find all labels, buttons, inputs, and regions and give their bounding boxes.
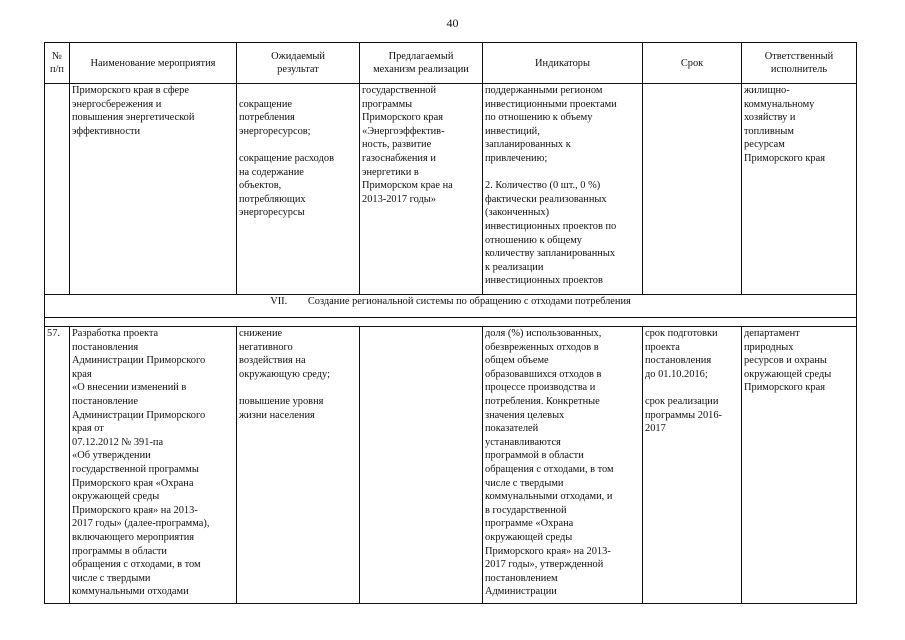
header-num: № п/п	[45, 43, 70, 84]
header-indicators: Индикаторы	[483, 43, 643, 84]
table-row	[45, 327, 857, 604]
cell-mechanism	[360, 327, 483, 604]
header-name: Наименование мероприятия	[70, 43, 237, 84]
cell-responsible: жилищно- коммунальному хозяйству и топливным ресурсам Приморского края	[742, 84, 857, 295]
measures-table	[44, 42, 857, 604]
cell-mechanism: государственной программы Приморского края «Энергоэффектив- ность, развитие газоснабжения и энергетики в Приморском крае на 2013-2017 годы»	[360, 84, 483, 295]
header-term: Срок	[643, 43, 742, 84]
section-row	[45, 295, 857, 318]
page-number: 40	[446, 16, 459, 30]
cell-indicators: доля (%) использованных, обезвреженных отходов в общем объеме образовавшихся отходов в процессе производства и потребления. Конкретные значения целевых показателей устанавливаются программой в области обращения с отходами, в том числе с твердыми коммунальными отходами, и в государственной программе «Охрана окружающей среды Приморского края» на 2013- 2017 годы», утвержденной постановлением Администрации	[483, 327, 643, 604]
cell-num	[45, 84, 70, 295]
section-number: VII.	[270, 296, 288, 307]
table-row	[45, 84, 857, 295]
cell-responsible: департамент природных ресурсов и охраны окружающей среды Приморского края	[742, 327, 857, 604]
header-responsible: Ответственный исполнитель	[742, 43, 857, 84]
cell-indicators: поддержанными регионом инвестиционными проектами по отношению к объему инвестиций, запланированных к привлечению; 2. Количество (0 шт., 0 %) фактически реализованных (законченных) инвестиционных проектов по отношению к общему количеству запланированных к реализации инвестиционных проектов	[483, 84, 643, 295]
section-heading	[45, 295, 857, 318]
section-title: Создание региональной системы по обращению с отходами потребления	[307, 296, 631, 307]
cell-term: срок подготовки проекта постановления до 01.10.2016; срок реализации программы 2016- 2017	[643, 327, 742, 604]
cell-name: Приморского края в сфере энергосбережения и повышения энергетической эффективности	[70, 84, 237, 295]
header-result: Ожидаемый результат	[237, 43, 360, 84]
section-spacer	[45, 318, 857, 327]
cell-num: 57.	[45, 327, 70, 604]
cell-term	[643, 84, 742, 295]
table-header-row	[45, 43, 857, 84]
header-mechanism: Предлагаемый механизм реализации	[360, 43, 483, 84]
cell-name: Разработка проекта постановления Администрации Приморского края «О внесении изменений в постановление Администрации Приморского края от 07.12.2012 № 391-па «Об утверждении государственной программы Приморского края «Охрана окружающей среды Приморского края» на 2013- 2017 годы» (далее-программа), включающего мероприятия программы в области обращения с отходами, в том числе с твердыми коммунальными отходами	[70, 327, 237, 604]
cell-result: снижение негативного воздействия на окружающую среду; повышение уровня жизни населения	[237, 327, 360, 604]
cell-result: сокращение потребления энергоресурсов; сокращение расходов на содержание объектов, потребляющих энергоресурсы	[237, 84, 360, 295]
